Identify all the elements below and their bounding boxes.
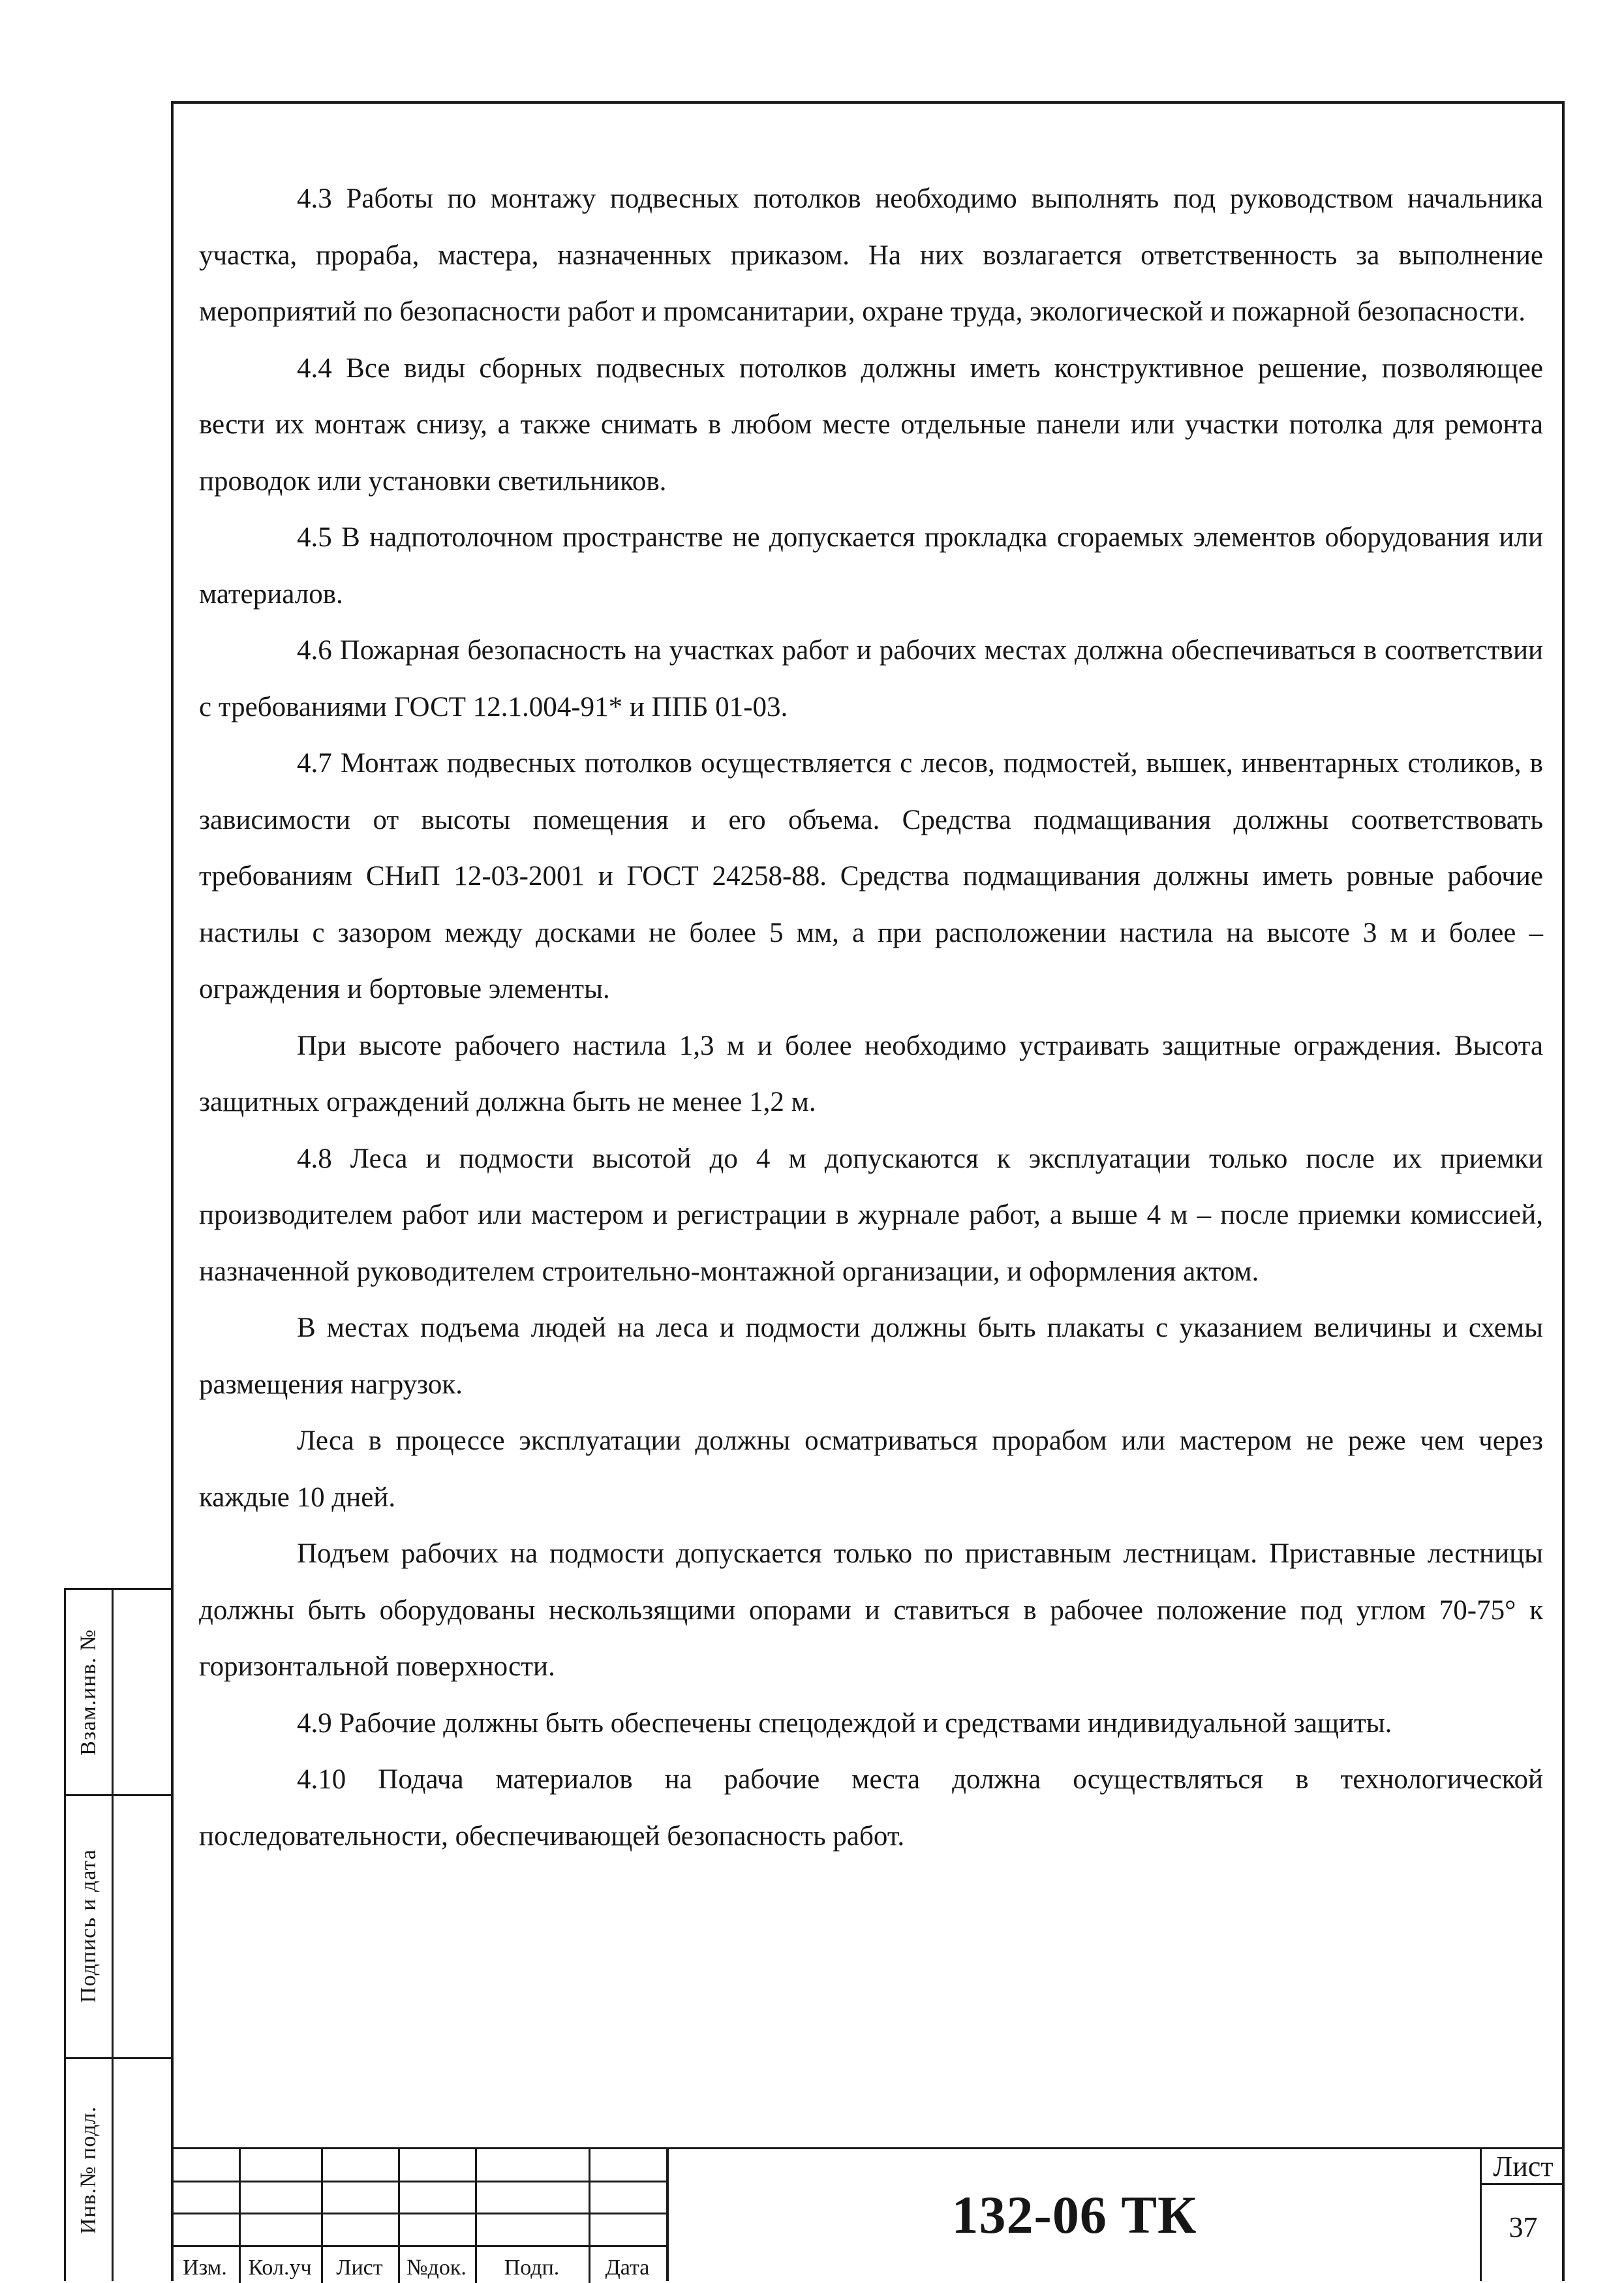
sheet-box-rule — [1482, 2183, 1565, 2185]
paragraph-load-signs: В местах подъема людей на леса и подмости должны быть плакаты с указанием величины и схемы размещения нагрузок. — [199, 1312, 1543, 1400]
paragraph-ladders: Подъем рабочих на подмости допускается только по приставным лестницам. Приставные лестницы должны быть оборудованы нескользящими опорами и ставиться в рабочее положение под углом 70-75° к горизонтальной поверхности. — [199, 1538, 1543, 1682]
col-kol-uch: Кол.уч — [248, 2256, 312, 2280]
sheet-number: 37 — [1509, 2211, 1538, 2243]
grid-row-line — [171, 2213, 666, 2214]
grid-row-line — [171, 2181, 666, 2182]
grid-row-line — [171, 2245, 666, 2247]
title-block-main — [666, 2147, 1480, 2281]
paragraph-4-4: 4.4 Все виды сборных подвесных потолков должны иметь конструктивное решение, позволяющее вести их монтаж снизу, а также снимать в любом месте отдельные панели или участки потолка для ремонта проводок или установки светильников. — [199, 352, 1543, 497]
paragraph-4-8: 4.8 Леса и подмости высотой до 4 м допускаются к эксплуатации только после их приемки производителем работ или мастером и регистрации в журнале работ, а выше 4 м – после приемки комиссией, назначенной руководителем строительно-монтажной организации, и оформления актом. — [199, 1143, 1543, 1287]
sheet-box — [1480, 2147, 1565, 2281]
paragraph-4-7: 4.7 Монтаж подвесных потолков осуществляется с лесов, подмостей, вышек, инвентарных столиков, в зависимости от высоты помещения и его объема. Средства подмащивания должны соответствовать требованиям СНиП 12-03-2001 и ГОСТ 24258-88. Средства подмащивания должны иметь ровные рабочие настилы с зазором между досками не более 5 мм, а при расположении настила на высоте 3 м и более – ограждения и бортовые элементы. — [199, 748, 1543, 1004]
col-list: Лист — [336, 2256, 383, 2280]
col-ndok: №док. — [406, 2256, 467, 2280]
body-text — [199, 171, 1543, 1865]
side-label-inv-podl: Инв.№ подл. — [76, 2105, 101, 2235]
paragraph-inspection: Леса в процессе эксплуатации должны осматриваться прорабом или мастером не реже чем через каждые 10 дней. — [199, 1425, 1543, 1513]
side-label-podpis-data: Подпись и дата — [76, 1848, 100, 2003]
paragraph-railing: При высоте рабочего настила 1,3 м и более необходимо устраивать защитные ограждения. Высота защитных ограждений должна быть не менее 1,2 м. — [199, 1030, 1543, 1117]
sheet-label: Лист — [1493, 2151, 1554, 2182]
paragraph-4-6: 4.6 Пожарная безопасность на участках работ и рабочих местах должна обеспечиваться в соответствии с требованиями ГОСТ 12.1.004-91* и ППБ 01-03. — [199, 635, 1543, 722]
paragraph-4-9: 4.9 Рабочие должны быть обеспечены спецодеждой и средствами индивидуальной защиты. — [297, 1707, 1392, 1739]
paragraph-4-5: 4.5 В надпотолочном пространстве не допускается прокладка сгораемых элементов оборудования или материалов. — [199, 522, 1543, 610]
paragraph-4-10: 4.10 Подача материалов на рабочие места должна осуществляться в технологической последовательности, обеспечивающей безопасность работ. — [199, 1764, 1543, 1852]
paragraph-4-3: 4.3 Работы по монтажу подвесных потолков необходимо выполнять под руководством начальника участка, прораба, мастера, назначенных приказом. На них возлагается ответственность за выполнение мероприятий по безопасности работ и промсанитарии, охране труда, экологической и пожарной безопасности. — [199, 183, 1543, 327]
side-stamp-divider — [112, 1590, 114, 2281]
side-stamp — [64, 1588, 171, 2281]
side-label-vzam-inv: Взам.инв. № — [76, 1628, 101, 1756]
col-data: Дата — [605, 2256, 650, 2280]
col-podp: Подп. — [504, 2256, 560, 2280]
col-izm: Изм. — [183, 2256, 227, 2280]
document-code: 132-06 ТК — [951, 2185, 1197, 2244]
